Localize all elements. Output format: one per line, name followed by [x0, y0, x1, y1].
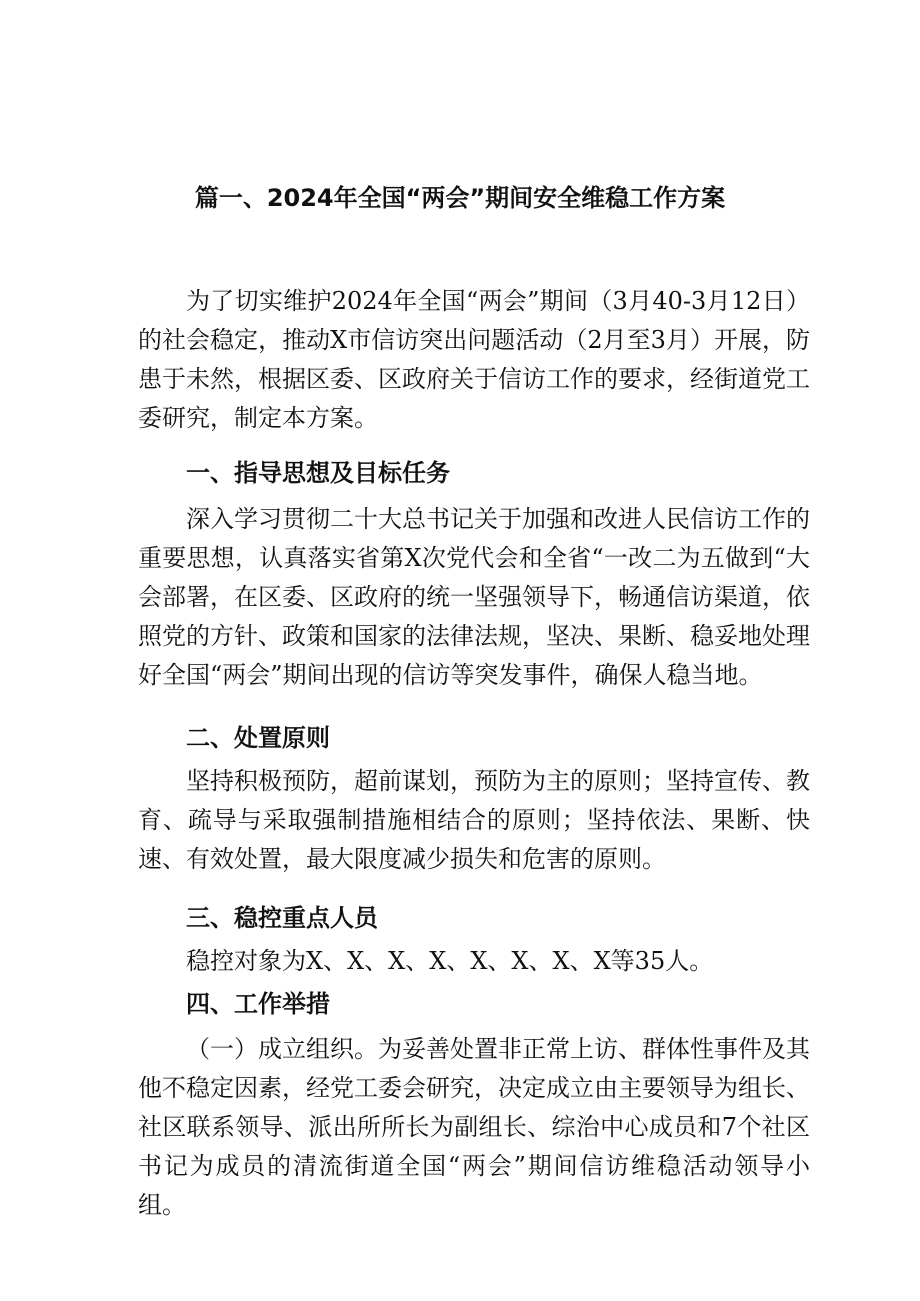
intro-paragraph: 为了切实维护2024年全国“两会”期间（3月40-3月12日）的社会稳定，推动X市信访突出问题活动（2月至3月）开展，防患于未然，根据区委、区政府关于信访工作的要求，经街道党工委研究，制定本方案。 — [138, 287, 810, 432]
section-paragraph-principles: 坚持积极预防，超前谋划，预防为主的原则；坚持宣传、教育、疏导与采取强制措施相结合的原则；坚持依法、果断、快速、有效处置，最大限度减少损失和危害的原则。 — [138, 767, 810, 873]
section-heading-principles: 二、处置原则 — [186, 724, 330, 752]
section-heading-key-personnel: 三、稳控重点人员 — [186, 904, 378, 932]
section-paragraph-guiding-ideology: 深入学习贯彻二十大总书记关于加强和改进人民信访工作的重要思想，认真落实省第X次党代会和全省“一改二为五做到“大会部署，在区委、区政府的统一坚强领导下，畅通信访渠道，依照党的方针、政策和国家的法律法规，坚决、果断、稳妥地处理好全国“两会”期间出现的信访等突发事件，确保人稳当地。 — [138, 505, 810, 689]
document-title: 篇一、2024年全国“两会”期间安全维稳工作方案 — [194, 184, 726, 212]
section-heading-guiding-ideology: 一、指导思想及目标任务 — [186, 459, 450, 487]
section-heading-work-measures: 四、工作举措 — [186, 990, 330, 1018]
section-paragraph-key-personnel: 稳控对象为X、X、X、X、X、X、X、X等35人。 — [186, 947, 714, 975]
section-paragraph-work-measures: （一）成立组织。为妥善处置非正常上访、群体性事件及其他不稳定因素，经党工委会研究，决定成立由主要领导为组长、社区联系领导、派出所所长为副组长、综治中心成员和7个社区书记为成员的清流街道全国“两会”期间信访维稳活动领导小组。 — [138, 1035, 810, 1219]
